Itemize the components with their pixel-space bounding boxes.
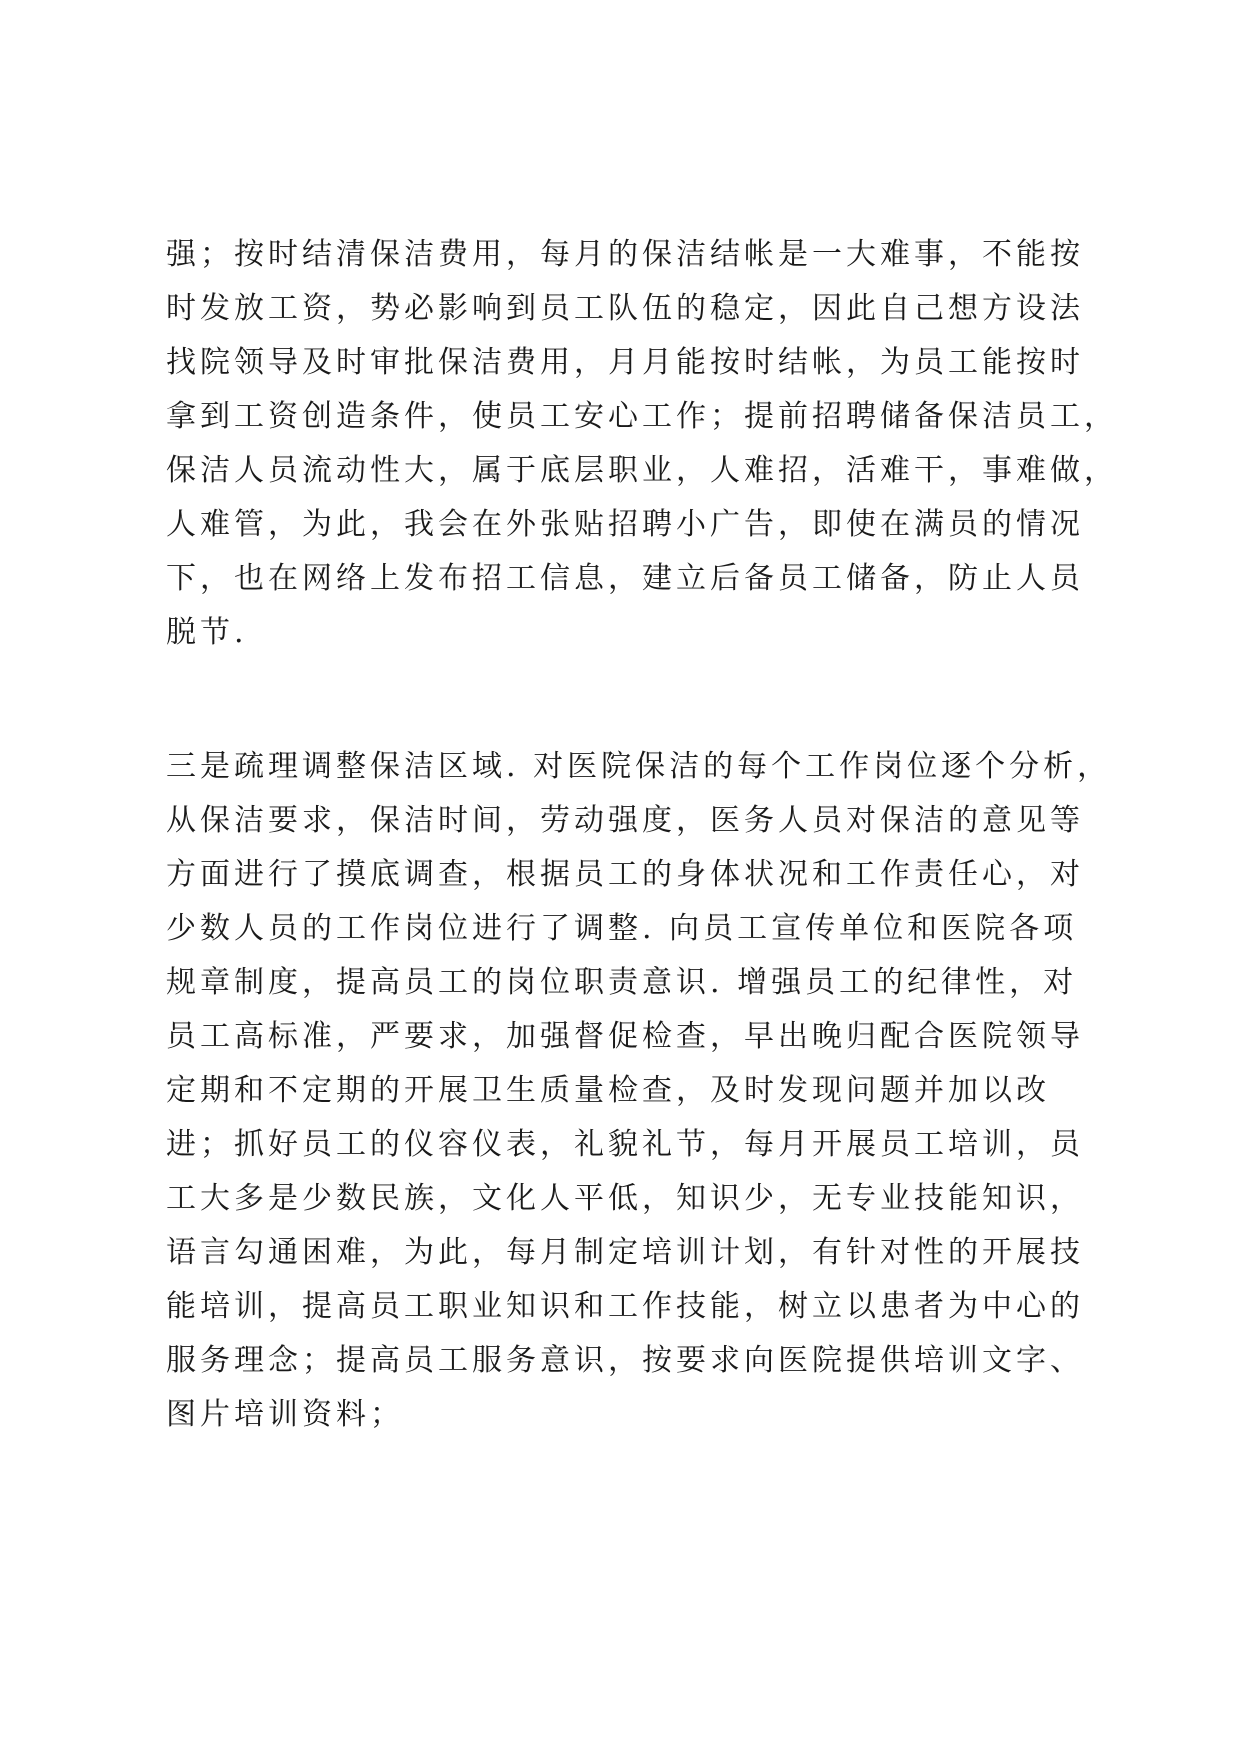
paragraph-line: 少数人员的工作岗位进行了调整. 向员工宣传单位和医院各项	[166, 911, 1078, 946]
paragraph-line: 拿到工资创造条件，使员工安心工作；提前招聘储备保洁员工，	[166, 399, 1118, 434]
paragraph-line: 脱节.	[166, 615, 248, 650]
paragraph-1	[166, 228, 1118, 660]
paragraph-line: 从保洁要求，保洁时间，劳动强度，医务人员对保洁的意见等	[166, 803, 1084, 838]
paragraph-2	[166, 740, 1112, 1442]
paragraph-line: 规章制度，提高员工的岗位职责意识. 增强员工的纪律性，对	[166, 965, 1078, 1000]
paragraph-line: 语言勾通困难，为此，每月制定培训计划，有针对性的开展技	[166, 1235, 1084, 1270]
paragraph-line: 进；抓好员工的仪容仪表，礼貌礼节，每月开展员工培训，员	[166, 1127, 1084, 1162]
paragraph-line: 图片培训资料；	[166, 1397, 404, 1432]
paragraph-line: 工大多是少数民族，文化人平低，知识少，无专业技能知识，	[166, 1181, 1084, 1216]
paragraph-line: 服务理念；提高员工服务意识，按要求向医院提供培训文字、	[166, 1343, 1084, 1378]
paragraph-line: 三是疏理调整保洁区域. 对医院保洁的每个工作岗位逐个分析，	[166, 749, 1112, 784]
paragraph-line: 人难管，为此，我会在外张贴招聘小广告，即使在满员的情况	[166, 507, 1084, 542]
paragraph-line: 定期和不定期的开展卫生质量检查，及时发现问题并加以改	[166, 1073, 1050, 1108]
paragraph-line: 时发放工资，势必影响到员工队伍的稳定，因此自己想方设法	[166, 291, 1084, 326]
paragraph-line: 下，也在网络上发布招工信息，建立后备员工储备，防止人员	[166, 561, 1084, 596]
paragraph-line: 强；按时结清保洁费用，每月的保洁结帐是一大难事，不能按	[166, 237, 1084, 272]
paragraph-line: 能培训，提高员工职业知识和工作技能，树立以患者为中心的	[166, 1289, 1084, 1324]
paragraph-line: 找院领导及时审批保洁费用，月月能按时结帐，为员工能按时	[166, 345, 1084, 380]
paragraph-line: 员工高标准，严要求，加强督促检查，早出晚归配合医院领导	[166, 1019, 1084, 1054]
paragraph-line: 方面进行了摸底调查，根据员工的身体状况和工作责任心，对	[166, 857, 1084, 892]
paragraph-line: 保洁人员流动性大，属于底层职业，人难招，活难干，事难做，	[166, 453, 1118, 488]
